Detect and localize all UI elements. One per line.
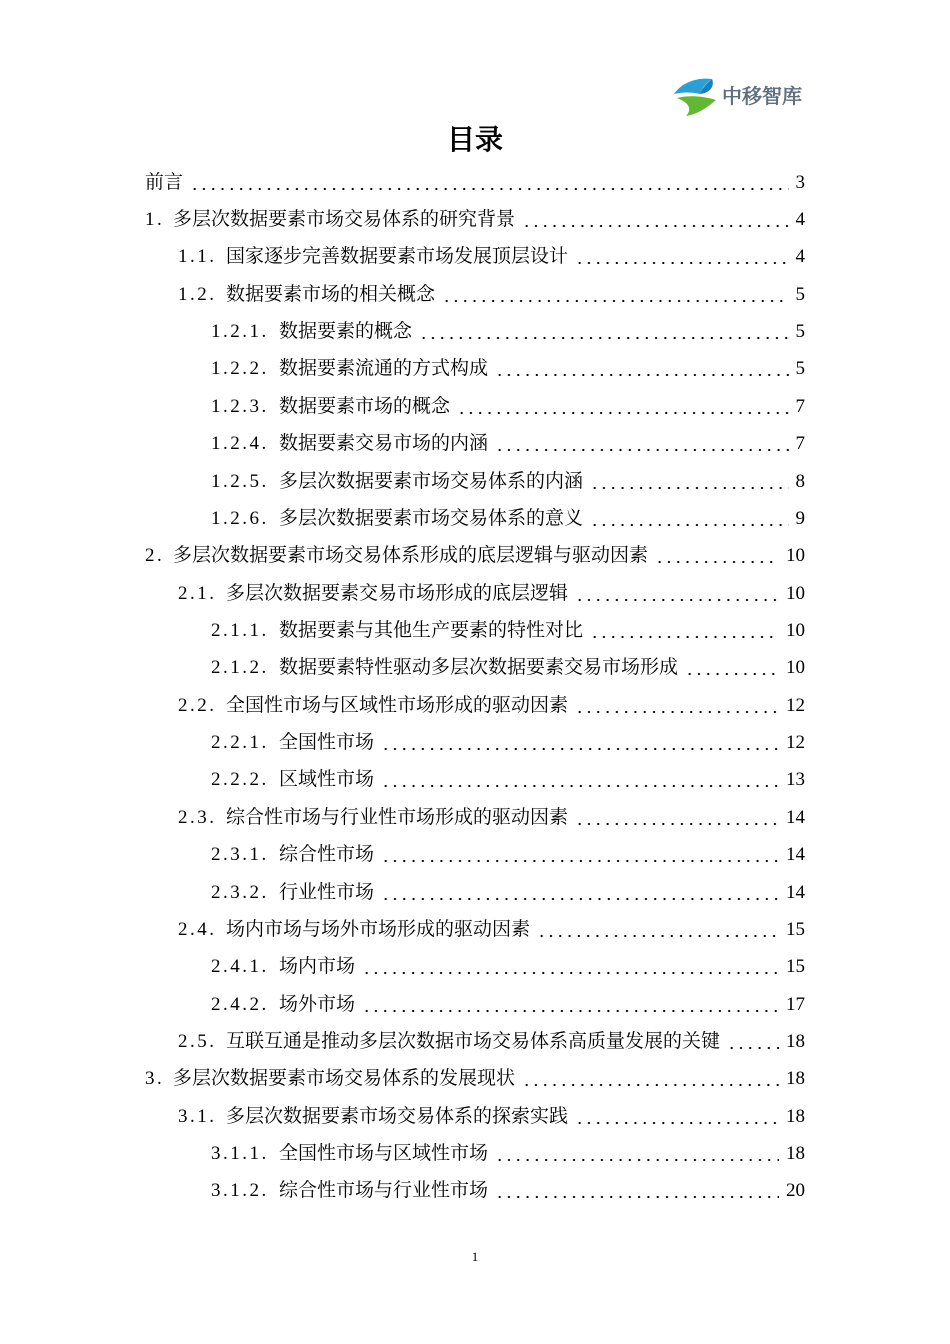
logo-text: 中移智库 [722,84,802,108]
dot-leader [537,934,779,938]
dot-leader [522,224,788,228]
toc-entry-number: 2.1.2. [211,657,269,679]
toc-entry-title: 场内市场与场外市场形成的驱动因素 [226,918,531,940]
toc-entry-title: 数据要素市场的相关概念 [226,283,436,305]
toc-entry-title: 综合性市场与行业性市场 [279,1180,489,1202]
toc-entry-2-5 [145,1023,805,1060]
dot-leader [522,1083,779,1087]
toc-entry-title: 场内市场 [279,956,356,978]
toc-entry-preface [145,164,805,201]
toc-entry-title: 全国性市场与区域性市场形成的驱动因素 [226,694,569,716]
dot-leader [575,822,779,826]
toc-entry-title: 数据要素市场的概念 [279,395,451,417]
toc-entry-number: 2.3.1. [211,844,269,866]
toc-entry-number: 2.4.1. [211,956,269,978]
toc-entry-page: 5 [795,358,805,380]
toc-entry-number: 2.4. [178,918,217,940]
toc-entry-number: 1.2.1. [211,321,269,343]
toc-entry-page: 15 [786,956,805,978]
dot-leader [575,710,779,714]
toc-entry-number: 2.3. [178,806,217,828]
toc-entry-title: 数据要素的概念 [279,321,413,343]
toc-entry-1-2 [145,276,805,313]
toc-entry-title: 全国性市场 [279,732,375,754]
dot-leader [495,1195,779,1199]
toc-entry-1-2-2 [145,351,805,388]
toc-entry-title: 多层次数据要素交易市场形成的底层逻辑 [226,582,569,604]
logo [672,74,808,118]
toc-entry-number: 2.3.2. [211,881,269,903]
toc-entry-number: 3.1.2. [211,1180,269,1202]
toc-entry-1-2-6 [145,500,805,537]
dot-leader [362,971,779,975]
toc-entry-2 [145,538,805,575]
dot-leader [381,784,779,788]
toc-entry-2-4 [145,911,805,948]
toc-entry-number: 1.2.4. [211,433,269,455]
toc-entry-2-2-1 [145,724,805,761]
toc-entry-2-1-1 [145,612,805,649]
dot-leader [655,560,779,564]
toc-entry-number: 1.2.2. [211,358,269,380]
toc-entry-title: 数据要素特性驱动多层次数据要素交易市场形成 [279,657,679,679]
toc-entry-page: 14 [786,806,805,828]
toc-entry-2-1 [145,575,805,612]
toc-entry-3 [145,1061,805,1098]
toc-entry-number: 1.2.5. [211,470,269,492]
dot-leader [362,1009,779,1013]
dot-leader [495,1158,779,1162]
toc-entry-number: 2.5. [178,1030,217,1052]
toc-entry-page: 3 [795,171,805,193]
dot-leader [381,897,779,901]
toc-entry-number: 2.1. [178,582,217,604]
toc-entry-2-2 [145,687,805,724]
dot-leader [575,598,779,602]
toc-entry-title: 前言 [145,171,184,193]
toc-entry-number: 2.4.2. [211,993,269,1015]
toc-entry-page: 18 [786,1143,805,1165]
toc-entry-page: 8 [795,470,805,492]
toc-entry-page: 14 [786,881,805,903]
toc-entry-page: 13 [786,769,805,791]
toc-entry-number: 2. [145,545,165,567]
toc-entry-page: 4 [795,209,805,231]
toc-entry-1-2-1 [145,313,805,350]
dot-leader [495,373,788,377]
toc-entry-number: 2.1.1. [211,619,269,641]
toc-entry-title: 国家逐步完善数据要素市场发展顶层设计 [226,246,569,268]
toc-entry-number: 2.2.2. [211,769,269,791]
toc-entry-title: 数据要素交易市场的内涵 [279,433,489,455]
toc-entry-title: 场外市场 [279,993,356,1015]
toc-entry-2-3-1 [145,836,805,873]
toc-entry-page: 15 [786,918,805,940]
toc-entry-3-1 [145,1098,805,1135]
toc-entry-number: 2.2. [178,694,217,716]
toc-entry-title: 全国性市场与区域性市场 [279,1143,489,1165]
toc-entry-page: 18 [786,1030,805,1052]
page-title: 目录 [446,123,503,156]
footer-page-number: 1 [471,1249,479,1264]
toc-entry-page: 12 [786,694,805,716]
toc-entry-page: 7 [795,433,805,455]
toc-entry-page: 4 [795,246,805,268]
toc-entry-title: 综合性市场 [279,844,375,866]
toc-entry-page: 10 [786,619,805,641]
toc-entry-page: 10 [786,545,805,567]
dot-leader [727,1046,779,1050]
dot-leader [590,523,788,527]
dot-leader [442,299,788,303]
toc-entry-title: 多层次数据要素市场交易体系的研究背景 [173,209,516,231]
dot-leader [590,486,788,490]
dot-leader [381,747,779,751]
toc-entry-number: 3. [145,1068,165,1090]
toc-entry-title: 综合性市场与行业性市场形成的驱动因素 [226,806,569,828]
dot-leader [685,672,779,676]
logo-swoosh-green [677,96,716,116]
toc-entry-1-1 [145,239,805,276]
toc-entry-title: 行业性市场 [279,881,375,903]
logo-icon [672,74,718,118]
toc-entry-1-2-3 [145,388,805,425]
toc-entry-2-3 [145,799,805,836]
toc-entry-page: 10 [786,657,805,679]
toc-entry-1-2-4 [145,426,805,463]
toc-entry-number: 1.2. [178,283,217,305]
dot-leader [419,336,788,340]
toc-entry-page: 17 [786,993,805,1015]
toc-entry-page: 10 [786,582,805,604]
toc-entry-3-1-1 [145,1135,805,1172]
toc-entry-title: 多层次数据要素市场交易体系的发展现状 [173,1068,516,1090]
toc-entry-title: 多层次数据要素市场交易体系的意义 [279,507,584,529]
toc-entry-title: 数据要素流通的方式构成 [279,358,489,380]
toc-entry-1 [145,201,805,238]
toc-entry-page: 18 [786,1105,805,1127]
toc-entry-2-1-2 [145,650,805,687]
toc-entry-2-4-2 [145,986,805,1023]
dot-leader [190,187,788,191]
table-of-contents [145,164,805,1210]
dot-leader [575,261,788,265]
toc-entry-page: 9 [795,507,805,529]
toc-entry-number: 1.2.3. [211,395,269,417]
toc-entry-page: 20 [786,1180,805,1202]
toc-entry-title: 区域性市场 [279,769,375,791]
toc-entry-2-2-2 [145,762,805,799]
toc-entry-page: 12 [786,732,805,754]
toc-entry-title: 多层次数据要素市场交易体系形成的底层逻辑与驱动因素 [173,545,649,567]
dot-leader [575,1121,779,1125]
dot-leader [381,859,779,863]
toc-entry-title: 多层次数据要素市场交易体系的内涵 [279,470,584,492]
toc-entry-2-3-2 [145,874,805,911]
dot-leader [457,411,788,415]
toc-entry-page: 5 [795,321,805,343]
toc-entry-1-2-5 [145,463,805,500]
toc-entry-3-1-2 [145,1173,805,1210]
toc-entry-number: 1. [145,209,165,231]
toc-entry-page: 14 [786,844,805,866]
dot-leader [495,448,788,452]
toc-entry-number: 1.1. [178,246,217,268]
toc-entry-number: 1.2.6. [211,507,269,529]
dot-leader [590,635,779,639]
toc-entry-title: 多层次数据要素市场交易体系的探索实践 [226,1105,569,1127]
toc-entry-title: 互联互通是推动多层次数据市场交易体系高质量发展的关键 [226,1030,721,1052]
toc-entry-number: 2.2.1. [211,732,269,754]
toc-entry-title: 数据要素与其他生产要素的特性对比 [279,619,584,641]
toc-entry-2-4-1 [145,949,805,986]
toc-entry-number: 3.1. [178,1105,217,1127]
toc-entry-page: 7 [795,395,805,417]
toc-entry-page: 18 [786,1068,805,1090]
toc-entry-page: 5 [795,283,805,305]
toc-entry-number: 3.1.1. [211,1143,269,1165]
